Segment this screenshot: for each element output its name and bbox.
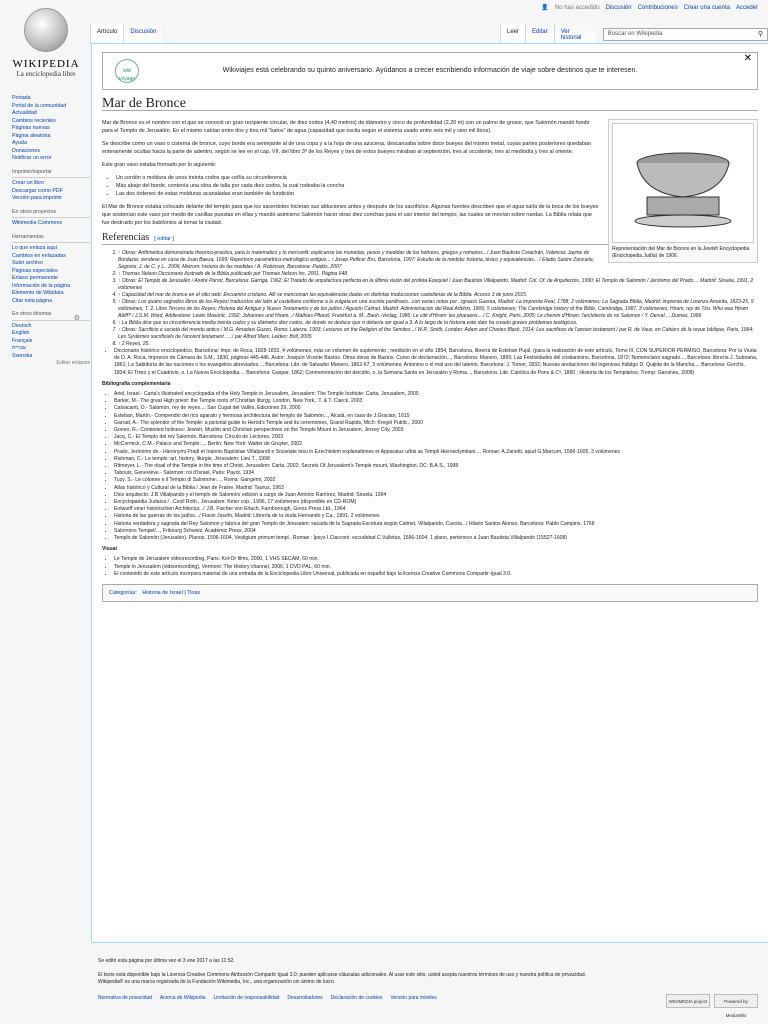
thumbnail	[608, 119, 758, 263]
bibliography-item: • Garrad, A.- The splendor of the Temple: a pictorial guide to Herod's Temple and its ceremonies, Grand Rapids, Mich: Kregel Public., 2000	[114, 420, 758, 427]
wikipedia-logo[interactable]	[0, 0, 92, 88]
sidebar	[12, 95, 90, 374]
bibliography-item: • Atlas histórico y Cultural de la Biblia / Jean de Fraine, Madrid: Taurus, 1963	[114, 485, 758, 492]
diccionario-entry: • Diccionario histórico enciclopédico, Barcelona: Impr. de Roca, 1828-1833, 4 volúmenes, más un volumen de suplemento ; reedición en el año 1854, Barcelona, librería de Esteban Pujal, (para la realización de este artículo, Tomo III, CON SUPERIOR PERMISO, Barcelona: Por la Viuda de D. A. Roca, Impresor de Cámara de S.M., 1830, páginas 445-446. Autor: Joaquín Vicente Bastús. Otras obras de Bastús: Curso de declamación..., Barcelona: Manero, 1865; Las Festividades del cristianismo, Barcelona, 1872; Nomenclator sagrado..., Barcelona: librería J. Subirana, 1861; La Sabiduría de las naciones o los evangelios abreviados..., Barcelona: Libr. de Salvador Manero, 1862-67, 3 volúmenes; Antonino o el mal uso del talento, Barcelona: J. Torner, 1832; Nuevas anotaciones del ingenioso hidalgo D. Quijote de la Mancha..., Barcelona: Gorchs, 1834; El Trivio y el Cuadrivio, o, La Nueva Enciclopedia..., Barcelona: Gaspar, 1862; Conmemoración del deicidio, o, la Semana Santa en Jerusalén y Roma..., Barcelona: Libr. Católica de Pons & Cª, 1860 ; Historia de los Templarios, Tremp: Garsineu, 2008)	[114, 348, 758, 377]
footer-link[interactable]: Acerca de Wikipedia	[159, 994, 206, 1001]
sidebar-print-item[interactable]: Versión para imprimir	[12, 195, 63, 201]
last-edited: Se editó esta página por última vez el 3 ene 2017 a las 11:52.	[98, 958, 235, 964]
sidebar-tool-item[interactable]: Elemento de Wikidata	[12, 290, 64, 296]
sidebar-navigation	[12, 95, 90, 163]
sidebar-tool-item[interactable]: Cambios en enlazadas	[12, 252, 66, 259]
bibliography-item: • Historia de las guerras de los judíos.../ Flavio Josefo, Madrid: Librería de la viuda Hernando y Ca., 1891, 2 volúmenes	[114, 513, 758, 520]
sidebar-tool-item[interactable]: Citar esta página	[12, 297, 53, 304]
list-item: • Un cordón o moldura de unos treinta codos que ceñía su circunferencia	[116, 174, 758, 182]
gear-icon[interactable]: ⚙	[73, 314, 80, 322]
reference-item: 7. ↑ Obras: Sacrificio e società del mondo antico / M.G. Amadasi Guzzo, Roma: Laterza, 1993; Lectures on the Religion of the Semites.../ W.R. Smith, London: Adam and Charles Black, 1914; Les sacrifices de l'ancien testament / par R. de Vaux, en Cahiers de la revue biblique, Paris, 1964; Les Systèmes sacrificiels de l'ancient testament ...../ par Alfred Marx, Leiden: Brill, 2005	[118, 327, 758, 341]
categories-label[interactable]: Categorías:	[109, 590, 137, 597]
footer-link[interactable]: Declaración de cookies	[330, 994, 383, 1001]
bibliography-item: • Barker, M.- The great High priest: the Temple roots of Christian liturgy, London, New York,: T. & T. Clarck, 2003	[114, 398, 758, 405]
footer-badges	[666, 994, 758, 1018]
sidebar-project-item[interactable]: Wikimedia Commons	[12, 220, 63, 226]
reference-item: 2. ↑ Thomas Nelson Diccionario ilustrado de la Biblia publicado por Thomas Nelson Inc, 2001. Página 648	[118, 271, 758, 278]
sidebar-tool-item[interactable]: Información de la página	[12, 282, 71, 289]
bibliography-item: • Esteban, Martín.- Compendio del rico aparato y hermosa architectura del templo de Salomón..., Alcalá, en casa de J.Gracian, 1615	[114, 413, 758, 420]
search-placeholder: Buscar en Wikipedia	[607, 31, 663, 37]
paragraph-3: Este gran vaso estaba formado por lo siguiente:	[102, 162, 217, 168]
sidebar-tool-item[interactable]: Subir archivo	[12, 260, 43, 266]
visual-heading: Visual	[102, 546, 117, 553]
edit-section-link[interactable]: [ editar ]	[154, 236, 175, 242]
sidebar-tool-item[interactable]: Enlace permanente	[12, 275, 58, 281]
wikivoyage-logo: wiki voyage	[115, 59, 139, 83]
sidebar-language-item[interactable]: Français	[12, 337, 33, 344]
not-logged-in: No has accedido	[554, 4, 600, 11]
tagline: La enciclopedia libre	[16, 70, 76, 78]
visual-item: • El contenido de este artículo incorpora material de una entrada de la Enciclopedia Libre Universal, publicada en español bajo la licencia Creative Commons Compartir-Igual 3.0.	[114, 571, 758, 578]
reference-item: 3. ↑ Obras: El Templo de Jerusalén / André Parrot, Barcelona: Garriga, 1962; El Tratado de arquitectura perfecta en la última visión del profeta Ezequiel / Juan Bautista Villalpando, Madrid: Col. Of. de Arquitectos, 1990; El Templo de Salomón / Jerónimo del Prado..., Madrid: Siruela, 1991, 2 volúmenes	[118, 278, 758, 292]
sidebar-language-item[interactable]: עברית	[12, 345, 27, 351]
reference-item: 4. ↑ Capacidad del mar de bronce en el sitio web: Encuentro cristiano. Allí se mencionan las equivalencias dadas en distintas traducciones castellanas de la Biblia. Acceso 3 de junio 2015.	[118, 292, 758, 299]
complementary-heading: Bibliografía complementaria	[102, 380, 171, 387]
sidebar-print-item[interactable]: Crear un libro	[12, 180, 45, 186]
search-icon[interactable]: ⚲	[757, 31, 763, 38]
sidebar-nav-item[interactable]: Portal de la comunidad	[12, 102, 67, 109]
bibliography	[102, 348, 758, 578]
sidebar-nav-item[interactable]: Portada	[12, 95, 31, 101]
category-links: Categorías: Historia de Israel | Tinas	[102, 584, 758, 602]
tab-history[interactable]: Ver historial	[554, 24, 597, 44]
sidebar-nav-item[interactable]: Donaciones	[12, 147, 40, 154]
content	[91, 43, 768, 943]
bibliography-item: • Ariel, Israel.- Carta's illustrated encyclopedia of the Holy Temple in Jerusalem, Jerusalem: The Temple Institute: Carta, Jerusalem, 2005	[114, 391, 758, 398]
create-account-link[interactable]: Crear una cuenta	[683, 4, 730, 11]
tab-article[interactable]: Artículo	[90, 24, 123, 44]
namespace-tabs	[90, 24, 162, 44]
thumbnail-caption: Representación del Mar de Bronce en la Jewish Encyclopedia (Enciclopedia Judía) de 1906.	[612, 246, 750, 259]
page-title: Mar de Bronce	[102, 100, 758, 111]
license-text: El texto está disponible bajo la Licencia Creative Commons Atribución Compartir Igual 3.0; pueden aplicarse cláusulas adicionales. Al usar este sitio, usted acepta nuestros términos de uso y nuestra política de privacidad.	[98, 971, 587, 978]
wikimedia-badge[interactable]: WIKIMEDIA project	[666, 994, 710, 1008]
sidebar-nav-item[interactable]: Página aleatoria	[12, 132, 51, 139]
bibliography-item: • Calvacanti, O.- Salomón, rey de reyes..., San Cugat del Vallès, Ediciones 29, 2000	[114, 405, 758, 412]
list-item: • Las dos órdenes de estas molduras acanaladas eran también de fundición	[116, 190, 758, 198]
view-tabs	[500, 24, 768, 44]
bibliography-item: • Prado, Jerónimo de.- Hieronymi Pradi et Ioannis Baptistae Villalpandi e Societate Iesu in Ezechielem explanationes et Apparatus urbis ac Templi Hierosolymitani..., Romae: A.Zanetti, apud G.Marcum, 1596-1605, 3 volúmenes	[114, 449, 758, 456]
reference-item: 8. ↑ 2 Reyes, 25.	[118, 341, 758, 348]
user-icon: 👤	[541, 5, 549, 11]
sidebar-nav-item[interactable]: Cambios recientes	[12, 117, 56, 124]
trademark-text: Wikipedia® es una marca registrada de la Fundación Wikimedia, Inc., una organización sin ánimo de lucro.	[98, 979, 336, 985]
list-item: • Más abajo del borde, contenía una obra de talla por cada diez codos, la cual rodeaba la concha	[116, 182, 758, 190]
languages-heading: En otros idiomas	[12, 311, 90, 321]
sidebar-projects	[12, 209, 90, 228]
paragraph-4: El Mar de Bronce estaba colocado delante del templo para que los sacerdotes hicieran sus abluciones antes y después de los sacrificios. Algunas fuentes describen que el agua salía de la boca de los bueyes que sostenían este vaso por medio de canillas puestas en ellas y mandó asimismo Salomón hacer otras diez conchas para el uso interior del templo, las cuales se movían sobre ruedas. La Biblia relata que fue destruido por los babilonios al tomar la ciudad.	[102, 204, 599, 226]
reference-item: 5. ↑ Obras: Los quatro sagrados libros de los Reyes/ traducidos del latín al castellano conforme á la vulgata en una sucinta paráfrasis...con varias notas por...Ignacio Guerea, Madrid: La Imprenta Real, 1788, 2 volúmenes; La Sagrada Biblia, Madrid: imprenta de Lorenzo Amarita, 1823-25, 9 volúmenes, T. 2. Libro Tercero de los Reyes; Historia del Antiguo y Nuevo Testamento y de los judíos / Agustín Calmet, Madrid: Administración del Real Arbitrio, 1806, 5 volúmenes; The Cambridge history of the Bible, Cambridge, 1987, 3 volúmenes; Hiram, rey de Tiro. Who was Hiram Abiff? / J.S.M. Ward, Addlestone: Lewis Masonic, 1992; Johannes und Hiram.../ Mathias Pflanzl, Frankfurt a. M., Bauh.-Verlag, 1986; Le cité d'Hiram: les pharaons..../ C. Knight, Paris, 2005; Le chemin d'Hiram: l'architecte du roi Salomon / Y. Derval..., Dumas, 1996	[118, 299, 758, 320]
sidebar-languages	[12, 311, 90, 368]
bibliography-item: • Encyclopaedia Judaica /...Cecil Roth., Jerusalem: Keter cop., 1996, 17 volúmenes (disponible en CD-ROM)	[114, 499, 758, 506]
tab-talk[interactable]: Discusión	[123, 24, 162, 44]
footer-links	[98, 995, 758, 1003]
category-tinas[interactable]: Tinas	[187, 590, 201, 597]
close-icon[interactable]: ✕	[743, 53, 752, 64]
paragraph-2: Se describe como un vaso o cisterna de bronce, cuyo borde era semejante al de una copa y a la hoja de una azucena, descansaba sobre doce bueyes del mismo metal, cuyas partes posteriores quedaban enteramente ocultas hacia la parte de adentro, según se lee en el cap. VII, del libro 3º de los Reyes y tres de estos bueyes miraban al septentrión, tres al occidente, tres al mediodía y tres al oriente.	[102, 141, 592, 155]
wordmark: WIKIPEDIA	[12, 58, 80, 70]
tab-read[interactable]: Leer	[500, 24, 525, 44]
mar-de-bronce-image[interactable]	[612, 123, 754, 243]
sidebar-tool-item[interactable]: Páginas especiales	[12, 267, 58, 274]
bibliography-item: • McCormick, C.M.- Palace and Temple:..., Berlin; New York: Walter de Gruyter, 2002	[114, 441, 758, 448]
sidebar-language-item[interactable]: Svenska	[12, 352, 33, 359]
sidebar-tool-item[interactable]: Lo que enlaza aquí	[12, 245, 58, 251]
sidebar-print	[12, 169, 90, 203]
bibliography-item: • Entwurff einer historischen Architectur.../ J.B. Fischer von Erlach, Farnborough, Gress Press Ltd., 1964	[114, 506, 758, 513]
bibliography-item: • Tabouis, Geneviève.- Salomon: roi d'Israel, Paris: Payot, 1934	[114, 470, 758, 477]
footer-link[interactable]: Versión para móviles	[390, 994, 437, 1001]
category-historia-de-israel[interactable]: Historia de Israel	[142, 590, 183, 597]
globe-icon	[24, 8, 68, 52]
bibliography-item: • Rishman, C.- Le temple: art, history, liturgie, Jérusalem: Lieu T., 1998	[114, 456, 758, 463]
bibliography-item: • Ritmeyer, L.- The ritual of the Temple in the time of Christ, Jerusalem: Carta, 2002; Secrets Of Jerusalem's Temple mount, Washington, DC: B.A.S., 1998	[114, 463, 758, 470]
bibliography-item: • Jacq, C.- El Templo del rey Salomón, Barcelona: Círculo de Lectores, 2003	[114, 434, 758, 441]
edit-links[interactable]: Editar enlaces	[56, 360, 90, 366]
paragraph-1: Mar de Bronce es el nombre con el que se conoció un gran recipiente circular, de diez codos (4,40 metros) de diámetro y cinco de profundidad (2,20 m) con un palmo de grosor, que Salomón mandó fundir para el Templo de Jerusalén. En el mismo cabían entre dos y tres mil "batos" de agua (capacidad que oscila según el sistema usado entre seis mil y cien mil litros).	[102, 120, 590, 134]
mediawiki-badge[interactable]: Powered by MediaWiki	[714, 994, 758, 1008]
footer-link[interactable]: Normativa de privacidad	[98, 994, 152, 1001]
search-input[interactable]	[603, 28, 768, 41]
login-link[interactable]: Acceder	[735, 4, 758, 11]
sidebar-language-item[interactable]: English	[12, 330, 30, 336]
sidebar-print-item[interactable]: Descargar como PDF	[12, 187, 63, 194]
sidebar-nav-item[interactable]: Actualidad	[12, 110, 37, 116]
sidebar-nav-item[interactable]: Notificar un error	[12, 155, 52, 161]
site-notice	[102, 52, 758, 90]
footer	[98, 958, 758, 1018]
print-heading: Imprimir/exportar	[12, 169, 90, 179]
references-title: Referencias	[102, 232, 150, 243]
tools-heading: Herramientas	[12, 234, 90, 244]
site-notice-text: Wikiviajes está celebrando su quinto aniversario. Ayúdanos a crecer escribiendo información de viaje sobre destinos que te interesen.	[222, 67, 638, 74]
sidebar-tools	[12, 234, 90, 306]
visual-item: • Temple in Jerusalem (videorecording), Vermont: The History channel, 2006, 1 DVD PAL, 60 min.	[114, 564, 758, 571]
bibliography-item: • Gonen, R.- Contested holiness: Jewish, Muslim and Christian perspectives on the Temple Mount in Jerusalem, Jersey City, 2003	[114, 427, 758, 434]
sidebar-nav-item[interactable]: Ayuda	[12, 140, 27, 146]
personal-talk-link[interactable]: Discusión	[605, 4, 632, 11]
personal-contributions-link[interactable]: Contribuciones	[637, 4, 678, 11]
footer-link[interactable]: Desarrolladores	[287, 994, 323, 1001]
references-list	[118, 250, 758, 348]
sidebar-language-item[interactable]: Deutsch	[12, 322, 32, 329]
projects-heading: En otros proyectos	[12, 209, 90, 219]
visual-item: • Le Temple de Jérusalem videorecording, Paris: Kol-Or films, 2000, 1 VHS SECAM, 60 min.	[114, 556, 758, 563]
bronze-sea-illustration	[623, 133, 743, 233]
bibliography-item: • Salomons Tempel/..., Fribourg Schweiz: Academic Press, 2004	[114, 528, 758, 535]
reference-item: 1. ↑ Obras: Arithmetica demonstrada theorico-practica, para lo matematico y lo mercantil: explicanse las monedas, pesos y medidas de los hebreos, griegos y romanos.../ Juan Bautista Corachán, Valencia: Jayme de Bordazar, vendese en casa de Juan Baeza, 1699; Repertorio paramétrico-metrológico antiguo... / Josep Pellicer Bru, Barcelona, 1997; Estudio de la medida: historia, léxico y equivalencias... / Eladio Sastre Zarzuela, Segovia: J. de C. y L., 2006; Metrum: historia de las medidas / A. Robinson, Barcelona: Paidós, 2007	[118, 250, 758, 271]
sidebar-nav-item[interactable]: Páginas nuevas	[12, 125, 50, 131]
footer-link[interactable]: Limitación de responsabilidad	[213, 994, 280, 1001]
bibliography-item: • Historia verdadera y sagrada del Rey Salomon y fabrica del gran Templo de Jerusalen: sacada de la Sagrada Escritura según Calmet, Villalpando, Cuesta.../ Hilario Santos Alonso, Barcelona: Pablo Campins, 1768	[114, 521, 758, 528]
personal-tools	[541, 4, 758, 11]
bibliography-item: • Dios arquitecto: J.B.Villalpando y el templo de Salomón/ edición a cargo de Juan Antonio Ramírez, Madrid: Siruela, 1994	[114, 492, 758, 499]
reference-item: 6. ↑ La Biblia dice que su circunferencia medía treinta codos y su diámetro diez codos, de donde se deduce que π debería ser igual a 3. A lo largo de la historia este dato ha creado graves problemas teológicos.	[118, 320, 758, 327]
bibliography-item: • Templo de Salomón (Jerusalén). Planos. 1596-1604, Vestigium primum templ.. Romae : Ipsys I.Ciacconi: excudebat C.Vulletus, 1596-1604, 1 plano, pertenece a Juan Bautista Villalpando (1552?-1608)	[114, 535, 758, 542]
bibliography-item: • Tuzy, S.- Le colonne e il Tempio di Salomone:..., Roma: Gangemi, 2002	[114, 477, 758, 484]
tab-edit[interactable]: Editar	[525, 24, 554, 44]
